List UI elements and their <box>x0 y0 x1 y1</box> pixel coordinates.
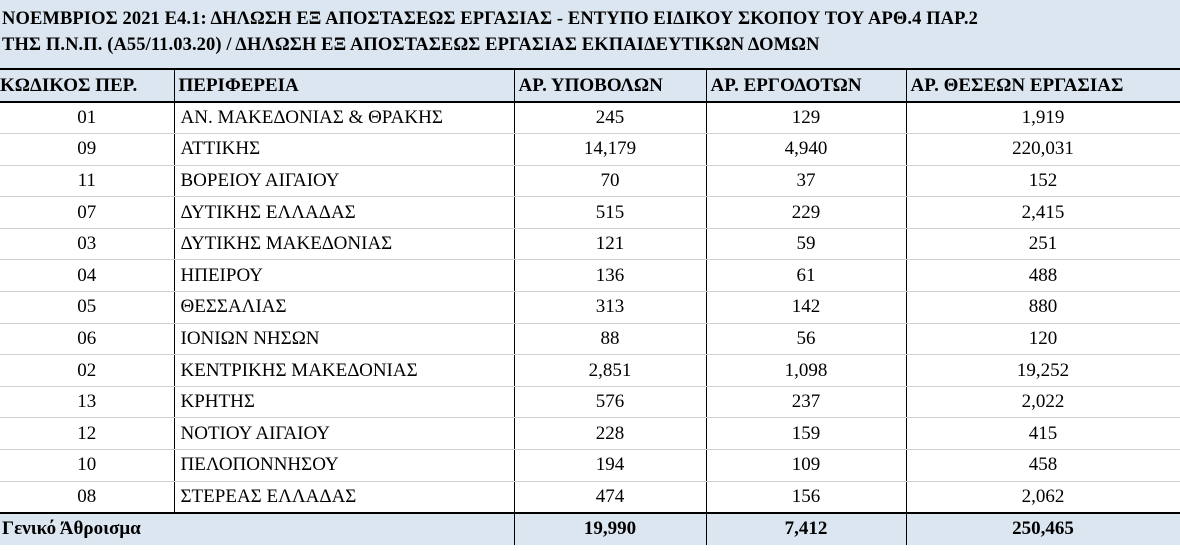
cell-submissions[interactable]: 121 <box>514 228 706 260</box>
cell-positions[interactable]: 251 <box>906 228 1180 260</box>
cell-employers[interactable]: 129 <box>706 102 906 134</box>
table-row <box>0 165 1180 197</box>
cell-region-name[interactable]: ΔΥΤΙΚΗΣ ΕΛΛΑΔΑΣ <box>174 197 514 229</box>
cell-submissions[interactable]: 228 <box>514 418 706 450</box>
cell-region-name[interactable]: ΗΠΕΙΡΟΥ <box>174 260 514 292</box>
cell-positions[interactable]: 415 <box>906 418 1180 450</box>
cell-employers[interactable]: 229 <box>706 197 906 229</box>
cell-submissions[interactable]: 313 <box>514 292 706 324</box>
table-body <box>0 102 1180 513</box>
cell-region-code[interactable]: 10 <box>0 450 174 482</box>
report-title <box>0 0 1180 68</box>
cell-employers[interactable]: 142 <box>706 292 906 324</box>
table-row <box>0 481 1180 513</box>
cell-submissions[interactable]: 136 <box>514 260 706 292</box>
cell-submissions[interactable]: 515 <box>514 197 706 229</box>
table-row <box>0 355 1180 387</box>
cell-region-code[interactable]: 11 <box>0 165 174 197</box>
cell-region-name[interactable]: ΘΕΣΣΑΛΙΑΣ <box>174 292 514 324</box>
cell-region-code[interactable]: 08 <box>0 481 174 513</box>
column-header-employers[interactable]: ΑΡ. ΕΡΓΟΔΟΤΩΝ <box>706 69 906 102</box>
regions-table <box>0 68 1180 545</box>
cell-region-name[interactable]: ΙΟΝΙΩΝ ΝΗΣΩΝ <box>174 323 514 355</box>
table-row <box>0 450 1180 482</box>
report-title-line-2: ΤΗΣ Π.Ν.Π. (Α55/11.03.20) / ΔΗΛΩΣΗ ΕΞ ΑΠΟΣΤΑΣΕΩΣ ΕΡΓΑΣΙΑΣ ΕΚΠΑΙΔΕΥΤΙΚΩΝ ΔΟΜΩΝ <box>2 35 820 55</box>
cell-region-code[interactable]: 02 <box>0 355 174 387</box>
table-row <box>0 228 1180 260</box>
column-header-positions[interactable]: ΑΡ. ΘΕΣΕΩΝ ΕΡΓΑΣΙΑΣ <box>906 69 1180 102</box>
cell-region-code[interactable]: 05 <box>0 292 174 324</box>
column-header-submissions[interactable]: ΑΡ. ΥΠΟΒΟΛΩΝ <box>514 69 706 102</box>
cell-region-name[interactable]: ΝΟΤΙΟΥ ΑΙΓΑΙΟΥ <box>174 418 514 450</box>
table-row <box>0 292 1180 324</box>
cell-region-code[interactable]: 04 <box>0 260 174 292</box>
cell-employers[interactable]: 61 <box>706 260 906 292</box>
table-header-row <box>0 69 1180 102</box>
table-row <box>0 260 1180 292</box>
cell-employers[interactable]: 37 <box>706 165 906 197</box>
cell-positions[interactable]: 220,031 <box>906 134 1180 166</box>
cell-positions[interactable]: 458 <box>906 450 1180 482</box>
cell-employers[interactable]: 1,098 <box>706 355 906 387</box>
cell-employers[interactable]: 159 <box>706 418 906 450</box>
cell-region-name[interactable]: ΑΤΤΙΚΗΣ <box>174 134 514 166</box>
cell-employers[interactable]: 237 <box>706 386 906 418</box>
cell-region-code[interactable]: 01 <box>0 102 174 134</box>
column-header-code[interactable]: ΚΩΔΙΚΟΣ ΠΕΡ. <box>0 69 174 102</box>
cell-positions[interactable]: 152 <box>906 165 1180 197</box>
cell-employers[interactable]: 109 <box>706 450 906 482</box>
table-row <box>0 102 1180 134</box>
cell-region-name[interactable]: ΑΝ. ΜΑΚΕΔΟΝΙΑΣ & ΘΡΑΚΗΣ <box>174 102 514 134</box>
cell-positions[interactable]: 2,022 <box>906 386 1180 418</box>
cell-region-code[interactable]: 13 <box>0 386 174 418</box>
table-row <box>0 134 1180 166</box>
cell-positions[interactable]: 488 <box>906 260 1180 292</box>
cell-region-name[interactable]: ΔΥΤΙΚΗΣ ΜΑΚΕΔΟΝΙΑΣ <box>174 228 514 260</box>
cell-employers[interactable]: 4,940 <box>706 134 906 166</box>
cell-region-name[interactable]: ΠΕΛΟΠΟΝΝΗΣΟΥ <box>174 450 514 482</box>
cell-submissions[interactable]: 2,851 <box>514 355 706 387</box>
cell-region-name[interactable]: ΣΤΕΡΕΑΣ ΕΛΛΑΔΑΣ <box>174 481 514 513</box>
total-employers[interactable]: 7,412 <box>706 513 906 545</box>
cell-region-code[interactable]: 09 <box>0 134 174 166</box>
cell-region-code[interactable]: 07 <box>0 197 174 229</box>
cell-positions[interactable]: 2,415 <box>906 197 1180 229</box>
cell-positions[interactable]: 120 <box>906 323 1180 355</box>
cell-region-code[interactable]: 06 <box>0 323 174 355</box>
cell-region-code[interactable]: 03 <box>0 228 174 260</box>
cell-employers[interactable]: 156 <box>706 481 906 513</box>
cell-employers[interactable]: 59 <box>706 228 906 260</box>
cell-region-name[interactable]: ΒΟΡΕΙΟΥ ΑΙΓΑΙΟΥ <box>174 165 514 197</box>
cell-submissions[interactable]: 88 <box>514 323 706 355</box>
cell-positions[interactable]: 880 <box>906 292 1180 324</box>
table-row <box>0 418 1180 450</box>
cell-employers[interactable]: 56 <box>706 323 906 355</box>
cell-region-name[interactable]: ΚΕΝΤΡΙΚΗΣ ΜΑΚΕΔΟΝΙΑΣ <box>174 355 514 387</box>
table-row <box>0 323 1180 355</box>
cell-submissions[interactable]: 70 <box>514 165 706 197</box>
cell-submissions[interactable]: 245 <box>514 102 706 134</box>
table-row <box>0 197 1180 229</box>
cell-region-name[interactable]: ΚΡΗΤΗΣ <box>174 386 514 418</box>
cell-positions[interactable]: 19,252 <box>906 355 1180 387</box>
cell-submissions[interactable]: 194 <box>514 450 706 482</box>
report-title-line-1: ΝΟΕΜΒΡΙΟΣ 2021 Ε4.1: ΔΗΛΩΣΗ ΕΞ ΑΠΟΣΤΑΣΕΩΣ ΕΡΓΑΣΙΑΣ - ΕΝΤΥΠΟ ΕΙΔΙΚΟΥ ΣΚΟΠΟΥ ΤΟΥ ΑΡΘ.4 ΠΑΡ.2 <box>2 9 978 29</box>
column-header-region[interactable]: ΠΕΡΙΦΕΡΕΙΑ <box>174 69 514 102</box>
cell-submissions[interactable]: 14,179 <box>514 134 706 166</box>
cell-positions[interactable]: 2,062 <box>906 481 1180 513</box>
cell-positions[interactable]: 1,919 <box>906 102 1180 134</box>
total-positions[interactable]: 250,465 <box>906 513 1180 545</box>
total-submissions[interactable]: 19,990 <box>514 513 706 545</box>
cell-submissions[interactable]: 576 <box>514 386 706 418</box>
cell-submissions[interactable]: 474 <box>514 481 706 513</box>
table-row <box>0 386 1180 418</box>
total-label[interactable]: Γενικό Άθροισμα <box>0 513 514 545</box>
total-row <box>0 513 1180 545</box>
cell-region-code[interactable]: 12 <box>0 418 174 450</box>
